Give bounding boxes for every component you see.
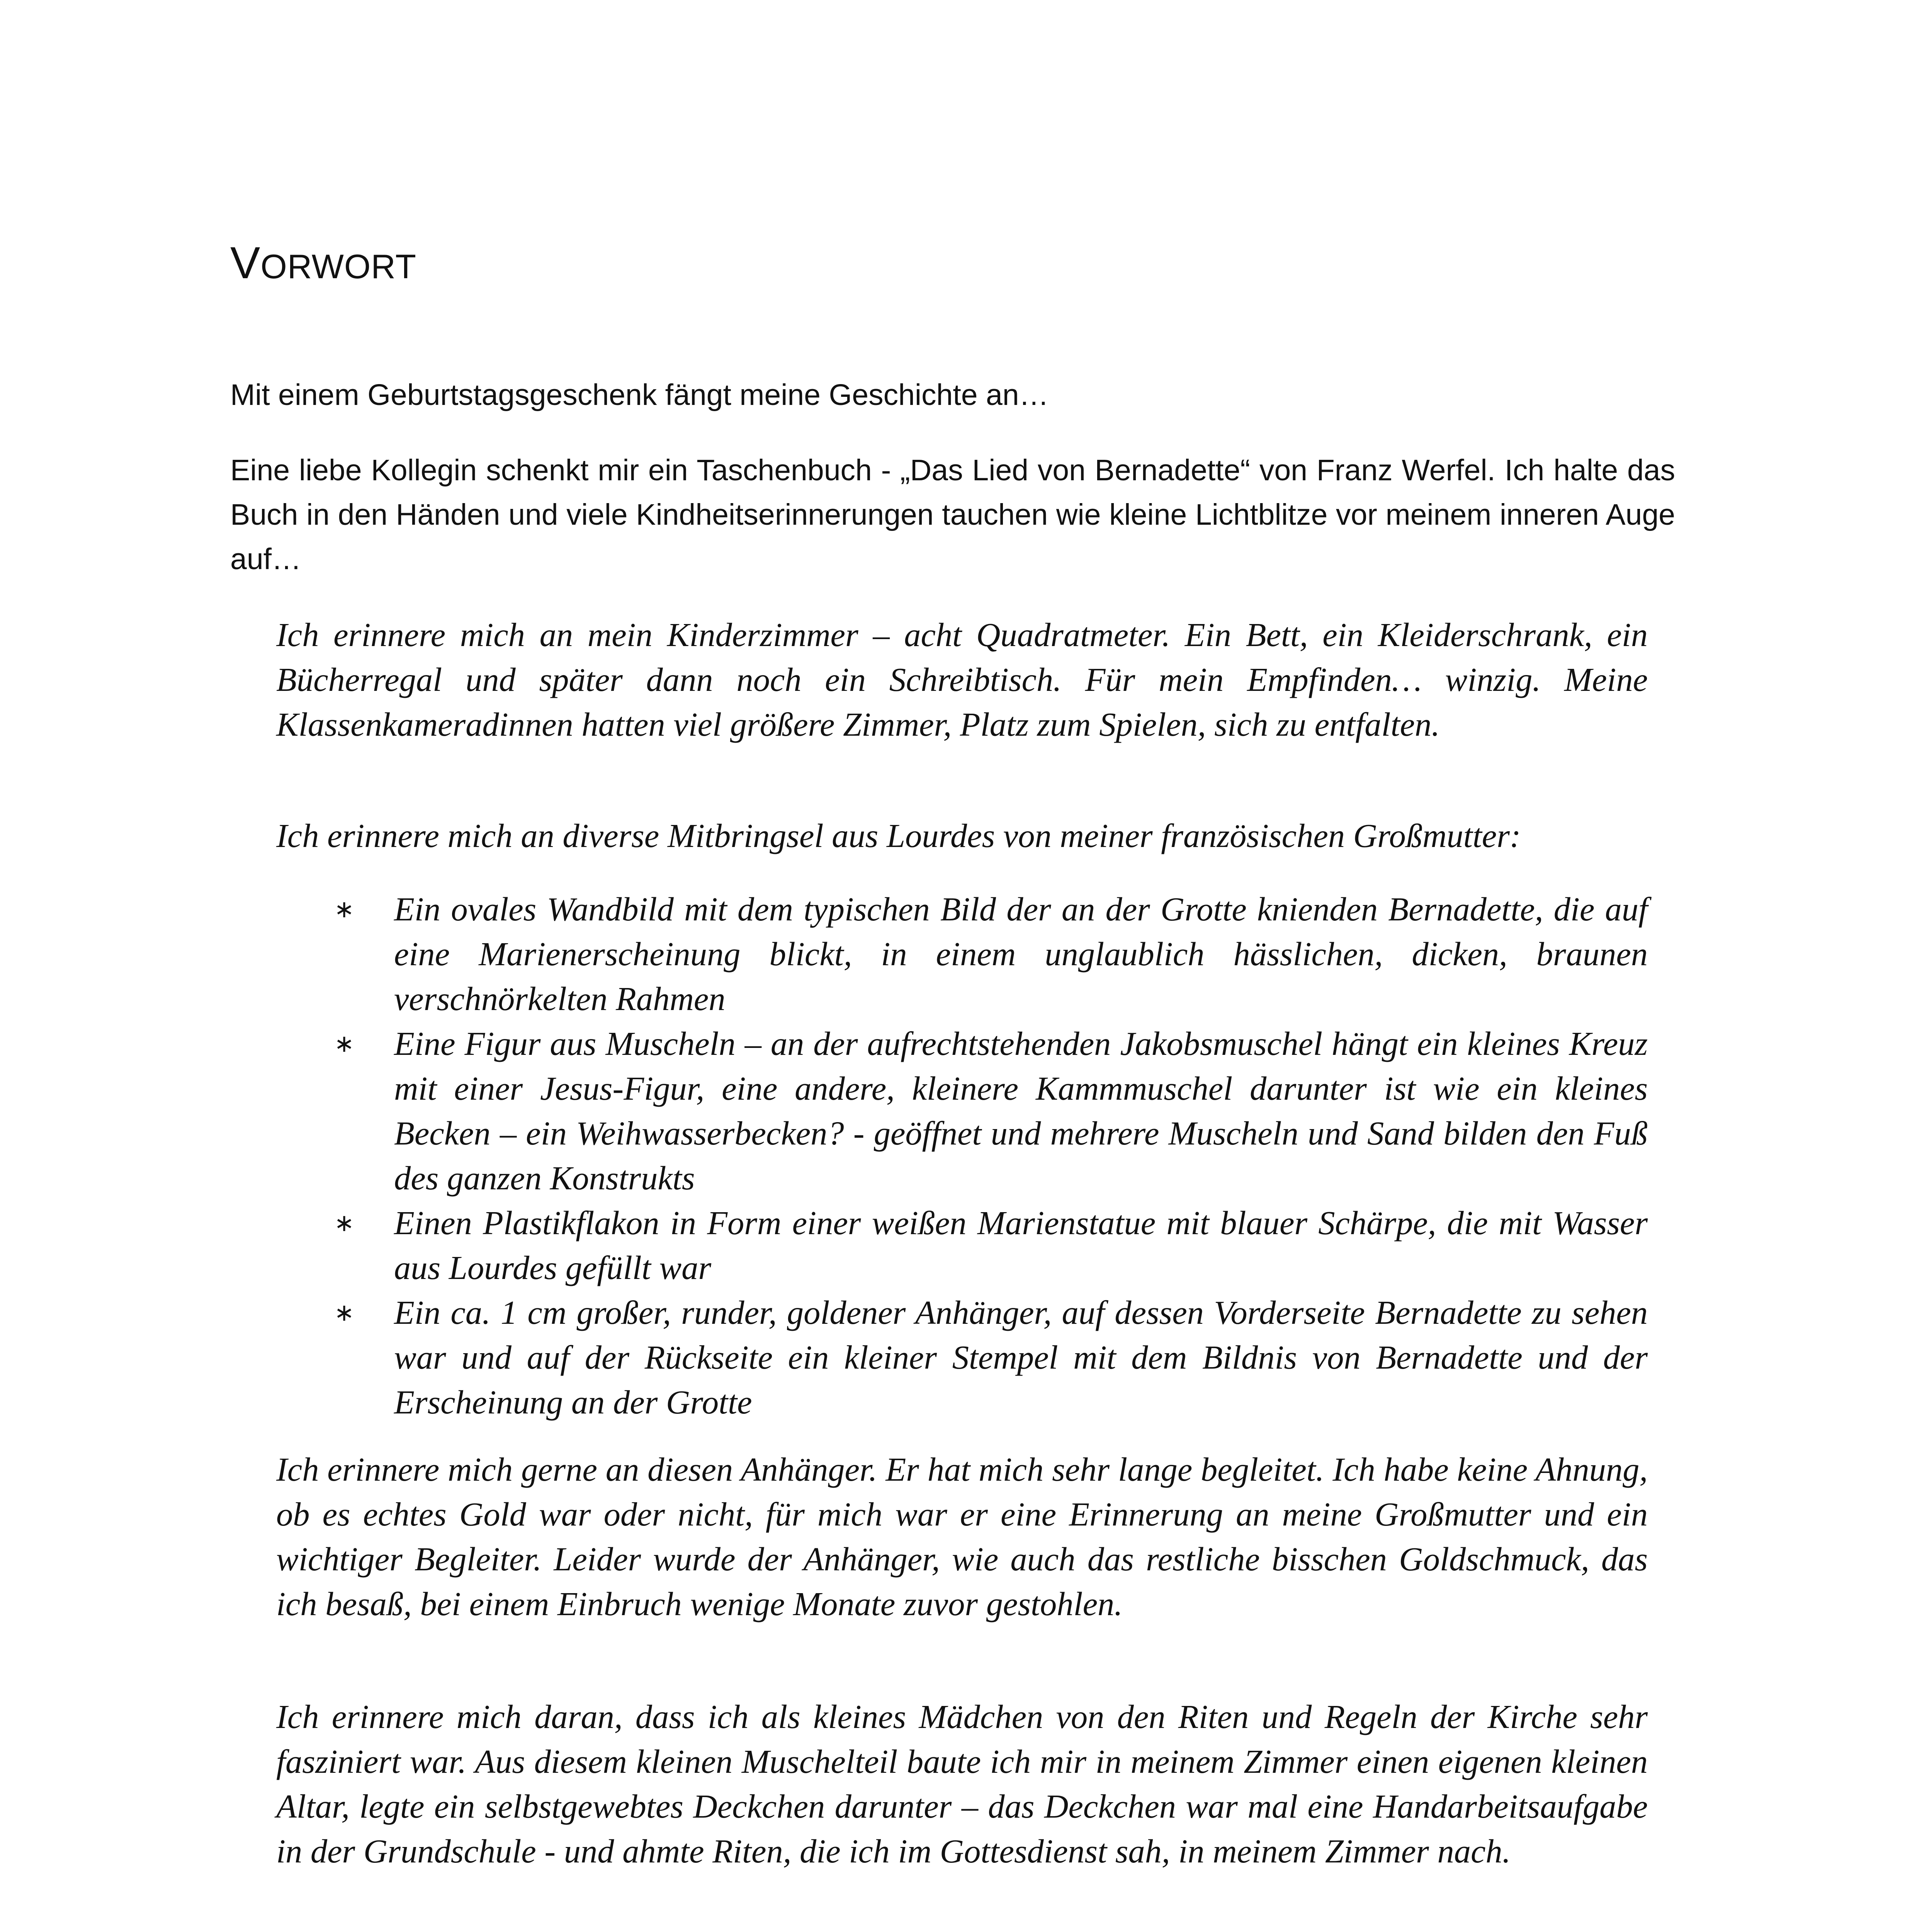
souvenir-text: Ein ovales Wandbild mit dem typischen Bild der an der Grotte knienden Bernadette, die auf eine Marienerscheinung blickt, in einem unglaublich hässlichen, dicken, braunen verschnörkelten Rahmen [394,891,1648,1017]
bullet-asterisk-icon: ∗ [334,1029,354,1058]
list-item [276,887,1648,1021]
heading-initial: V [230,238,261,288]
chapter-heading [230,236,416,294]
souvenir-list [276,887,1648,1425]
souvenir-text: Einen Plastikflakon in Form einer weißen Marienstatue mit blauer Schärpe, die mit Wasser aus Lourdes gefüllt war [394,1204,1648,1286]
souvenir-text: Ein ca. 1 cm großer, runder, goldener Anhänger, auf dessen Vorderseite Bernadette zu sehen war und auf der Rückseite ein kleiner Stempel mit dem Bildnis von Bernadette und der Erscheinung an der Grotte [394,1294,1648,1421]
list-item [276,1290,1648,1425]
list-item [276,1021,1648,1201]
bullet-asterisk-icon: ∗ [334,895,354,923]
bullet-asterisk-icon: ∗ [334,1209,354,1237]
memory-altar-paragraph: Ich erinnere mich daran, dass ich als kleines Mädchen von den Riten und Regeln der Kirche sehr fasziniert war. Aus diesem kleinen Muschelteil baute ich mir in meinem Zimmer einen eigenen kleinen Altar, legte ein selbstgewebtes Deckchen darunter – das Deckchen war mal eine Handarbeitsaufgabe in der Grundschule - und ahmte Riten, die ich im Gottesdienst sah, in meinem Zimmer nach. [276,1698,1648,1870]
memory-room-paragraph: Ich erinnere mich an mein Kinderzimmer – acht Quadratmeter. Ein Bett, ein Kleiderschrank, ein Bücherregal und später dann noch ein Schreibtisch. Für mein Empfinden… winzig. Meine Klassenkameradinnen hatten viel größere Zimmer, Platz zum Spielen, sich zu entfalten. [276,616,1648,743]
memory-pendant-paragraph: Ich erinnere mich gerne an diesen Anhänger. Er hat mich sehr lange begleitet. Ich habe keine Ahnung, ob es echtes Gold war oder nicht, für mich war er eine Erinnerung an meine Großmutter und ein wichtiger Begleiter. Leider wurde der Anhänger, wie auch das restliche bisschen Goldschmuck, das ich besaß, bei einem Einbruch wenige Monate zuvor gestohlen. [276,1451,1648,1622]
heading-rest: ORWORT [260,247,417,286]
souvenirs-intro: Ich erinnere mich an diverse Mitbringsel aus Lourdes von meiner französischen Großmutter: [276,817,1521,854]
intro-sentence: Mit einem Geburtstagsgeschenk fängt meine Geschichte an… [230,378,1049,412]
list-item [276,1201,1648,1290]
bullet-asterisk-icon: ∗ [334,1298,354,1327]
intro-paragraph: Eine liebe Kollegin schenkt mir ein Taschenbuch - „Das Lied von Bernadette“ von Franz Werfel. Ich halte das Buch in den Händen und viele Kindheitserinnerungen tauchen wie kleine Lichtblitze vor meinem inneren Auge auf… [230,454,1675,576]
souvenir-text: Eine Figur aus Muscheln – an der aufrechtstehenden Jakobsmuschel hängt ein kleines Kreuz mit einer Jesus-Figur, eine andere, kleinere Kammmuschel darunter ist wie ein kleines Becken – ein Weihwasserbecken? - geöffnet und mehrere Muscheln und Sand bilden den Fuß des ganzen Konstrukts [394,1025,1648,1197]
